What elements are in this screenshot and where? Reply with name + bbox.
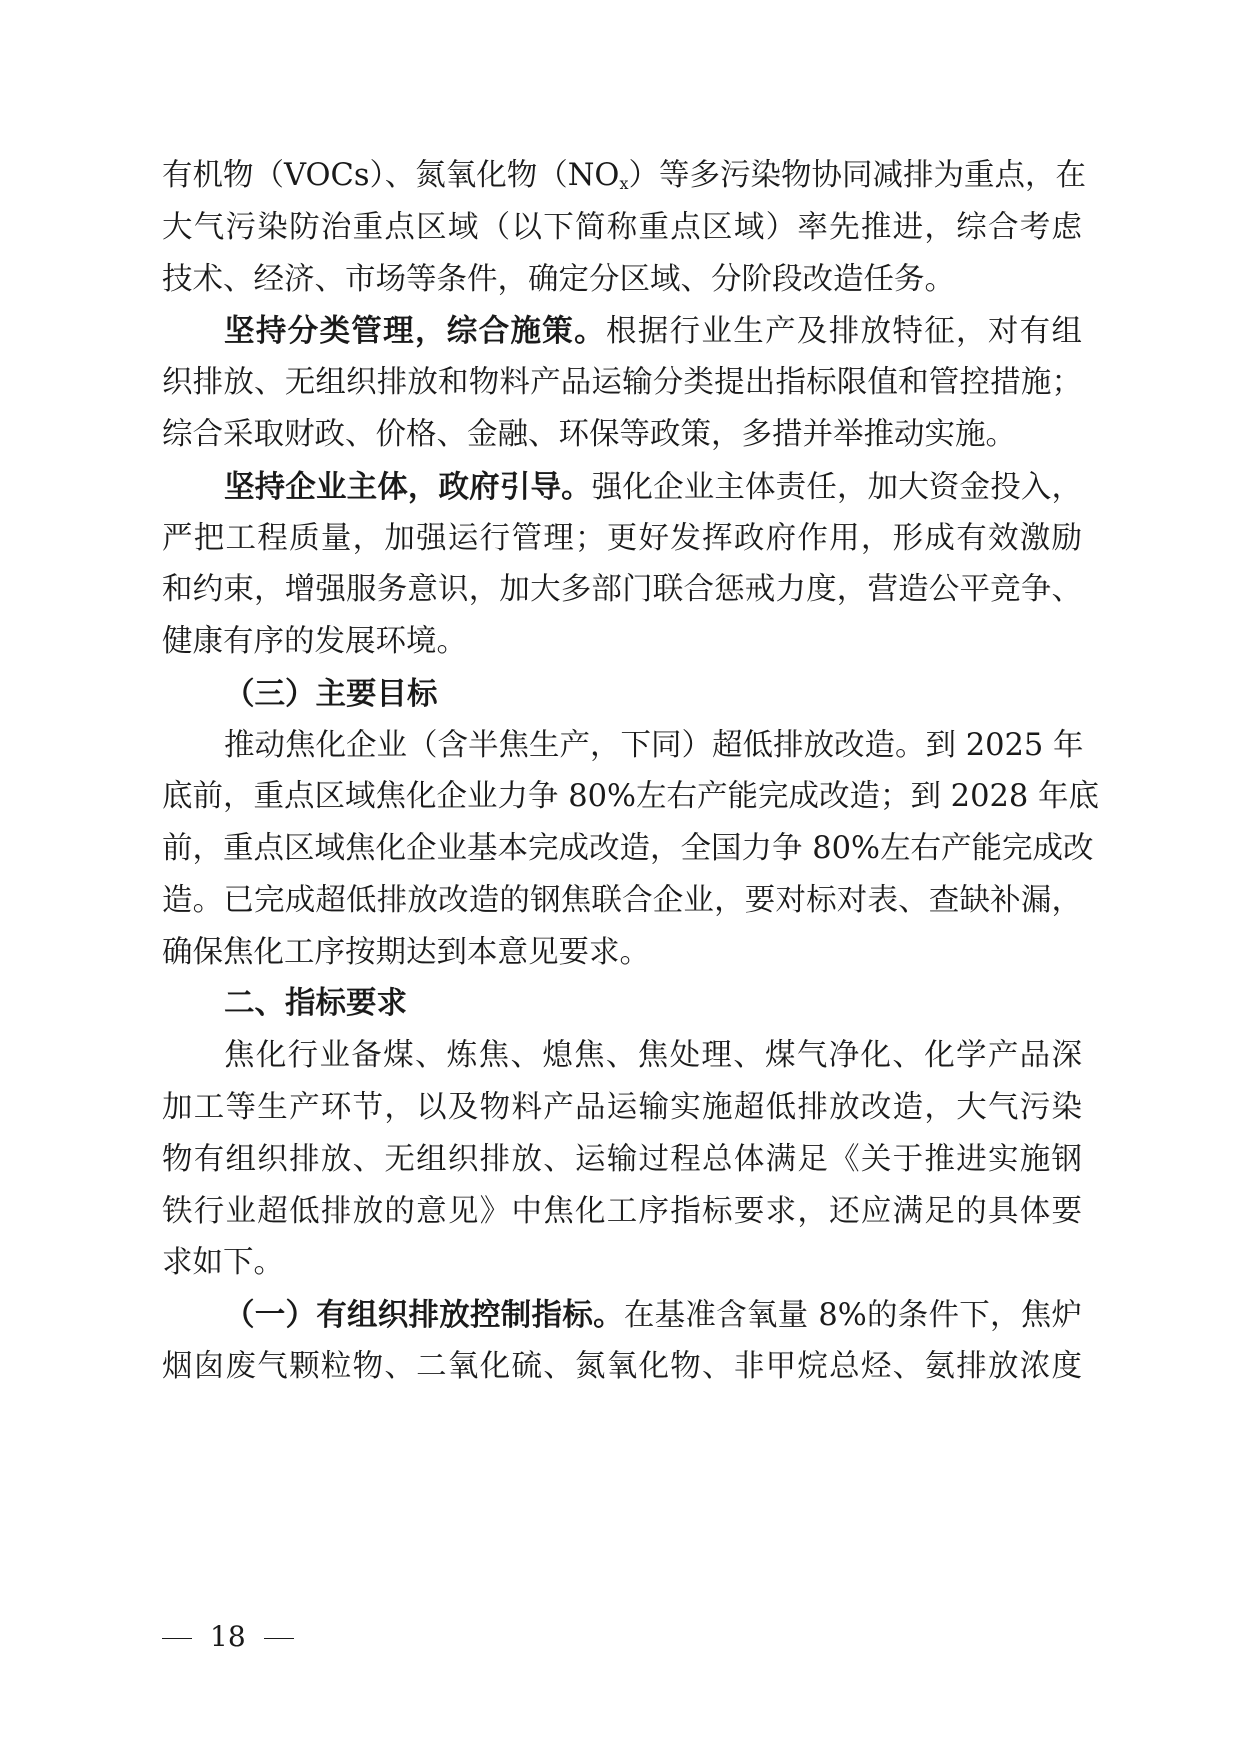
- paragraph-line: [224, 1286, 1082, 1344]
- paragraph-line: [162, 147, 1086, 205]
- text-span: ）等多污染物协同减排为重点，在: [628, 158, 1086, 193]
- bold-heading: 坚持企业主体，政府引导。: [224, 469, 592, 505]
- chapter-heading: 二、指标要求: [224, 986, 407, 1021]
- paragraph-line: [224, 302, 1082, 360]
- paragraph-line: 严把工程质量，加强运行管理；更好发挥政府作用，形成有效激励: [162, 521, 1082, 556]
- paragraph-line: 综合采取财政、价格、金融、环保等政策，多措并举推动实施。: [162, 417, 1016, 452]
- page-footer: [162, 1615, 294, 1659]
- paragraph-line: 铁行业超低排放的意见》中焦化工序指标要求，还应满足的具体要: [162, 1194, 1082, 1229]
- subscript: x: [619, 174, 629, 193]
- paragraph-line: 前，重点区域焦化企业基本完成改造，全国力争 80%左右产能完成改: [162, 831, 1094, 866]
- bold-heading: （一）有组织排放控制指标。: [224, 1297, 624, 1333]
- text-span: 在基准含氧量 8%的条件下，焦炉: [623, 1298, 1082, 1333]
- paragraph-line: 焦化行业备煤、炼焦、熄焦、焦处理、煤气净化、化学产品深: [224, 1038, 1082, 1073]
- paragraph-line: 推动焦化企业（含半焦生产，下同）超低排放改造。到 2025 年: [224, 728, 1084, 763]
- paragraph-line: 健康有序的发展环境。: [162, 624, 467, 659]
- footer-dash-right: [264, 1638, 294, 1639]
- page-number: 18: [210, 1620, 246, 1653]
- paragraph-line: 求如下。: [162, 1245, 284, 1280]
- paragraph-line: 物有组织排放、无组织排放、运输过程总体满足《关于推进实施钢: [162, 1142, 1082, 1177]
- paragraph-line: 和约束，增强服务意识，加大多部门联合惩戒力度，营造公平竞争、: [162, 572, 1082, 607]
- paragraph-line: 大气污染防治重点区域（以下简称重点区域）率先推进，综合考虑: [162, 210, 1082, 245]
- paragraph-line: 加工等生产环节，以及物料产品运输实施超低排放改造，大气污染: [162, 1090, 1082, 1125]
- footer-dash-left: [162, 1638, 192, 1639]
- paragraph-line: 造。已完成超低排放改造的钢焦联合企业，要对标对表、查缺补漏，: [162, 883, 1082, 918]
- paragraph-line: 技术、经济、市场等条件，确定分区域、分阶段改造任务。: [162, 262, 955, 297]
- text-span: 强化企业主体责任，加大资金投入，: [591, 470, 1083, 505]
- text-span: 根据行业生产及排放特征，对有组: [605, 314, 1083, 349]
- bold-heading: 坚持分类管理，综合施策。: [224, 313, 606, 349]
- paragraph-line: 底前，重点区域焦化企业力争 80%左右产能完成改造；到 2028 年底: [162, 779, 1099, 814]
- paragraph-line: 确保焦化工序按期达到本意见要求。: [162, 935, 650, 970]
- section-heading: （三）主要目标: [224, 676, 438, 712]
- text-span: 有机物（VOCs）、氮氧化物（NO: [162, 158, 620, 193]
- paragraph-line: 烟囱废气颗粒物、二氧化硫、氮氧化物、非甲烷总烃、氨排放浓度: [162, 1349, 1082, 1384]
- paragraph-line: 织排放、无组织排放和物料产品运输分类提出指标限值和管控措施；: [162, 365, 1082, 400]
- paragraph-line: [224, 458, 1082, 516]
